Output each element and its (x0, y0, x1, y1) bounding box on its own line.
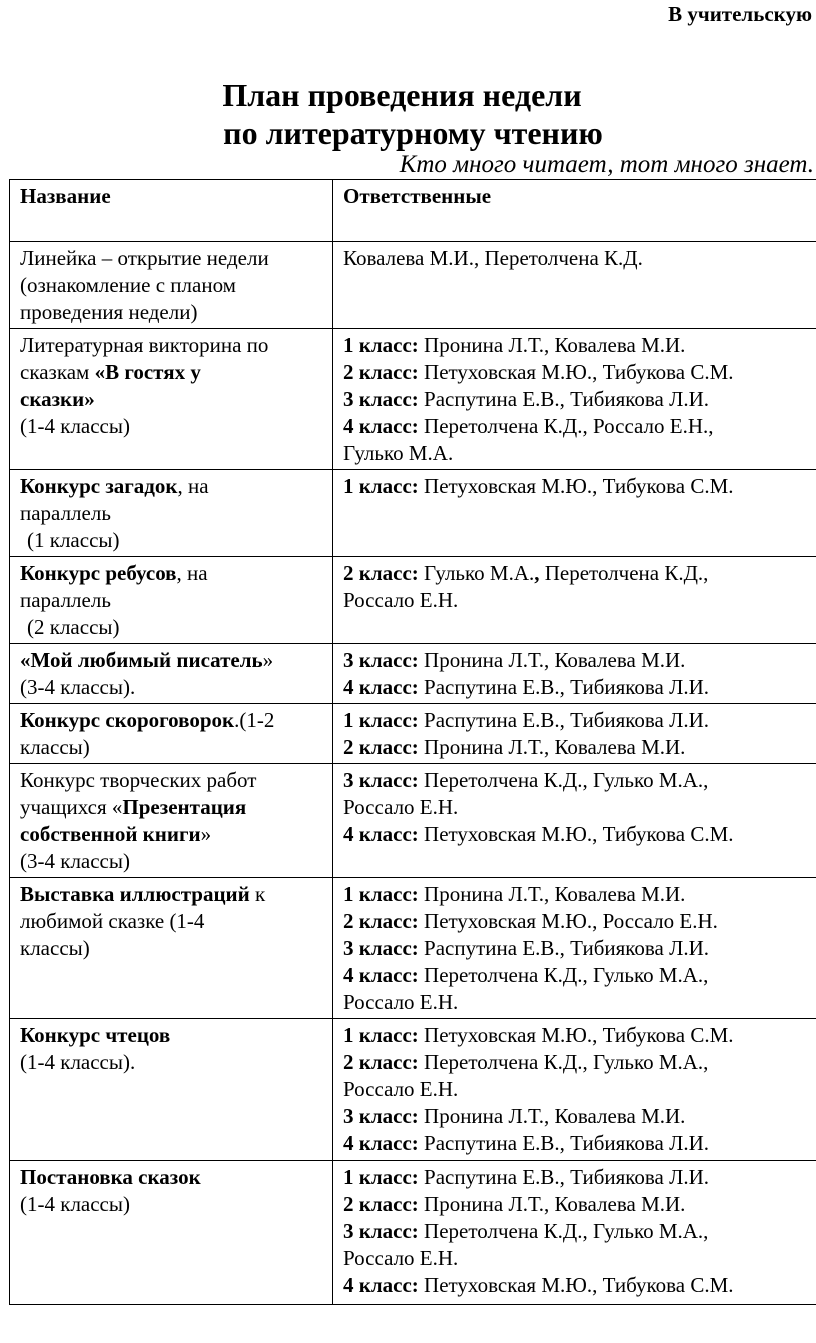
responsible-line (343, 989, 816, 1016)
responsible-line (343, 1218, 816, 1245)
text-run: «Мой любимый писатель (20, 648, 263, 672)
text-run: собственной книги (20, 822, 201, 846)
text-run: 4 класс: (343, 1273, 419, 1297)
responsible-line (343, 707, 816, 734)
text-run: Перетолчена К.Д., Россало Е.Н., (418, 414, 714, 438)
table-row (10, 878, 816, 1019)
responsible-line (343, 908, 816, 935)
responsible-line (343, 935, 816, 962)
text-run: 2 класс: (343, 735, 419, 759)
responsible-cell (333, 470, 816, 557)
text-run: 2 класс: (343, 909, 419, 933)
text-run: (1-4 классы) (20, 414, 130, 438)
text-run: параллель (20, 501, 111, 525)
event-name-line (20, 527, 332, 554)
responsible-line (343, 1130, 816, 1157)
event-name-line (20, 560, 332, 587)
text-run: Петуховская М.Ю., Тибукова С.М. (418, 474, 734, 498)
text-run: Гулько М.А. (418, 561, 535, 585)
responsible-cell (333, 1161, 816, 1305)
text-run: (ознакомление с планом (20, 273, 236, 297)
event-name-line (20, 332, 332, 359)
event-name-line (20, 413, 332, 440)
table-row (10, 644, 816, 704)
text-run: Пронина Л.Т., Ковалева М.И. (418, 1192, 686, 1216)
text-run: » (262, 648, 274, 672)
text-run: 3 класс: (343, 768, 419, 792)
responsible-cell (333, 764, 816, 878)
text-run: (2 классы) (27, 615, 120, 639)
responsible-cell (333, 1019, 816, 1161)
text-run: 1 класс: (343, 474, 419, 498)
table-row (10, 704, 816, 764)
text-run: 4 класс: (343, 822, 419, 846)
responsible-cell (333, 242, 816, 329)
text-run: Распутина Е.В., Тибиякова Л.И. (418, 675, 710, 699)
responsible-line (343, 1022, 816, 1049)
text-run: (3-4 классы). (20, 675, 136, 699)
text-run: Перетолчена К.Д., Гулько М.А., (418, 768, 709, 792)
text-run: Петуховская М.Ю., Россало Е.Н. (418, 909, 718, 933)
text-run: 3 класс: (343, 1104, 419, 1128)
event-name-cell (10, 704, 333, 764)
event-name-line (20, 614, 332, 641)
responsible-line (343, 794, 816, 821)
text-run: к (249, 882, 266, 906)
text-run: Постановка сказок (20, 1165, 201, 1189)
epigraph: Кто много читает, тот много знает. (399, 151, 814, 178)
table-row (10, 329, 816, 470)
table-row (10, 470, 816, 557)
column-header-responsible: Ответственные (333, 180, 816, 242)
responsible-line (343, 440, 816, 467)
responsible-line (343, 674, 816, 701)
text-run: Петуховская М.Ю., Тибукова С.М. (418, 1023, 734, 1047)
text-run: Перетолчена К.Д., Гулько М.А., (418, 1219, 709, 1243)
responsible-line (343, 332, 816, 359)
responsible-line (343, 386, 816, 413)
text-run: Петуховская М.Ю., Тибукова С.М. (418, 360, 734, 384)
text-run: , на (177, 474, 209, 498)
text-run: Распутина Е.В., Тибиякова Л.И. (418, 1165, 710, 1189)
event-name-line (20, 386, 332, 413)
responsible-line (343, 881, 816, 908)
text-run: Распутина Е.В., Тибиякова Л.И. (418, 936, 710, 960)
text-run: Конкурс скороговорок (20, 708, 235, 732)
text-run: Петуховская М.Ю., Тибукова С.М. (418, 1273, 734, 1297)
text-run: любимой сказке (1-4 (20, 909, 205, 933)
responsible-line (343, 413, 816, 440)
text-run: 3 класс: (343, 936, 419, 960)
event-name-line (20, 908, 332, 935)
responsible-line (343, 560, 816, 587)
event-name-line (20, 647, 332, 674)
text-run: 4 класс: (343, 963, 419, 987)
text-run: Россало Е.Н. (343, 1246, 459, 1270)
text-run: классы) (20, 735, 90, 759)
event-name-line (20, 707, 332, 734)
event-name-cell (10, 644, 333, 704)
table-row (10, 1161, 816, 1305)
page-subtitle: по литературному чтению (223, 115, 603, 151)
responsible-line (343, 473, 816, 500)
text-run: , на (176, 561, 208, 585)
text-run: (1-4 классы). (20, 1050, 136, 1074)
text-run: , (534, 561, 540, 585)
text-run: Петуховская М.Ю., Тибукова С.М. (418, 822, 734, 846)
responsible-line (343, 1191, 816, 1218)
responsible-line (343, 821, 816, 848)
table-header-row (10, 180, 816, 242)
event-name-line (20, 272, 332, 299)
text-run: 4 класс: (343, 1131, 419, 1155)
text-run: Пронина Л.Т., Ковалева М.И. (418, 735, 686, 759)
responsible-cell (333, 557, 816, 644)
event-name-line (20, 881, 332, 908)
text-run: Конкурс чтецов (20, 1023, 171, 1047)
text-run: 1 класс: (343, 708, 419, 732)
event-name-line (20, 767, 332, 794)
responsible-line (343, 359, 816, 386)
text-run: (3-4 классы) (20, 849, 130, 873)
event-name-line (20, 1191, 332, 1218)
event-name-cell (10, 1161, 333, 1305)
responsible-line (343, 587, 816, 614)
text-run: 1 класс: (343, 333, 419, 357)
event-name-line (20, 821, 332, 848)
responsible-line (343, 767, 816, 794)
text-run: Презентация (122, 795, 247, 819)
event-name-line (20, 1049, 332, 1076)
text-run: Распутина Е.В., Тибиякова Л.И. (418, 1131, 710, 1155)
event-name-line (20, 1022, 332, 1049)
event-name-cell (10, 764, 333, 878)
table-row (10, 764, 816, 878)
text-run: 3 класс: (343, 387, 419, 411)
text-run: Распутина Е.В., Тибиякова Л.И. (418, 708, 710, 732)
text-run: 2 класс: (343, 561, 419, 585)
responsible-cell (333, 329, 816, 470)
responsible-line (343, 962, 816, 989)
event-name-line (20, 1164, 332, 1191)
header-note: В учительскую (668, 2, 812, 26)
text-run: 4 класс: (343, 414, 419, 438)
responsible-cell (333, 704, 816, 764)
event-name-line (20, 245, 332, 272)
text-run: проведения недели) (20, 300, 198, 324)
event-name-cell (10, 557, 333, 644)
text-run: (1-4 классы) (20, 1192, 130, 1216)
responsible-line (343, 1272, 816, 1299)
text-run: 4 класс: (343, 675, 419, 699)
event-name-line (20, 299, 332, 326)
text-run: Россало Е.Н. (343, 795, 459, 819)
text-run: сказки» (20, 387, 95, 411)
event-name-line (20, 473, 332, 500)
text-run: сказкам (20, 360, 95, 384)
event-name-line (20, 500, 332, 527)
text-run: Пронина Л.Т., Ковалева М.И. (418, 1104, 686, 1128)
text-run: Перетолчена К.Д., Гулько М.А., (418, 1050, 709, 1074)
responsible-cell (333, 644, 816, 704)
text-run: учащихся « (20, 795, 123, 819)
text-run: Пронина Л.Т., Ковалева М.И. (418, 648, 686, 672)
text-run: Конкурс ребусов (20, 561, 177, 585)
event-name-cell (10, 1019, 333, 1161)
table-row (10, 242, 816, 329)
page-title: План проведения недели (222, 77, 582, 113)
event-name-line (20, 794, 332, 821)
text-run: Пронина Л.Т., Ковалева М.И. (418, 333, 686, 357)
text-run: Перетолчена К.Д., (539, 561, 709, 585)
text-run: параллель (20, 588, 111, 612)
responsible-cell (333, 878, 816, 1019)
text-run: Гулько М.А. (343, 441, 454, 465)
text-run: 1 класс: (343, 1023, 419, 1047)
responsible-line (343, 1164, 816, 1191)
text-run: 1 класс: (343, 882, 419, 906)
responsible-line (343, 734, 816, 761)
text-run: 1 класс: (343, 1165, 419, 1189)
event-name-cell (10, 242, 333, 329)
responsible-line (343, 1245, 816, 1272)
event-name-line (20, 734, 332, 761)
table-row (10, 557, 816, 644)
responsible-line (343, 245, 816, 272)
responsible-line (343, 647, 816, 674)
event-name-line (20, 587, 332, 614)
event-name-cell (10, 329, 333, 470)
text-run: 2 класс: (343, 360, 419, 384)
event-name-line (20, 359, 332, 386)
column-header-name: Название (10, 180, 333, 242)
text-run: Перетолчена К.Д., Гулько М.А., (418, 963, 709, 987)
text-run: Россало Е.Н. (343, 588, 459, 612)
text-run: » (200, 822, 212, 846)
text-run: Выставка иллюстраций (20, 882, 250, 906)
text-run: Конкурс загадок (20, 474, 178, 498)
text-run: .(1-2 (234, 708, 275, 732)
text-run: Линейка – открытие недели (20, 246, 269, 270)
text-run: 2 класс: (343, 1050, 419, 1074)
responsible-line (343, 1076, 816, 1103)
text-run: Ковалева М.И., Перетолчена К.Д. (343, 246, 643, 270)
text-run: 2 класс: (343, 1192, 419, 1216)
event-name-cell (10, 878, 333, 1019)
text-run: 3 класс: (343, 1219, 419, 1243)
responsible-line (343, 1103, 816, 1130)
text-run: классы) (20, 936, 90, 960)
text-run: (1 классы) (27, 528, 120, 552)
text-run: Конкурс творческих работ (20, 768, 257, 792)
responsible-line (343, 1049, 816, 1076)
event-name-line (20, 848, 332, 875)
text-run: 3 класс: (343, 648, 419, 672)
text-run: Россало Е.Н. (343, 990, 459, 1014)
plan-table (9, 179, 816, 1305)
event-name-line (20, 674, 332, 701)
event-name-line (20, 935, 332, 962)
text-run: Распутина Е.В., Тибиякова Л.И. (418, 387, 710, 411)
event-name-cell (10, 470, 333, 557)
table-row (10, 1019, 816, 1161)
text-run: Россало Е.Н. (343, 1077, 459, 1101)
text-run: Литературная викторина по (20, 333, 269, 357)
text-run: Пронина Л.Т., Ковалева М.И. (418, 882, 686, 906)
text-run: «В гостях у (94, 360, 201, 384)
